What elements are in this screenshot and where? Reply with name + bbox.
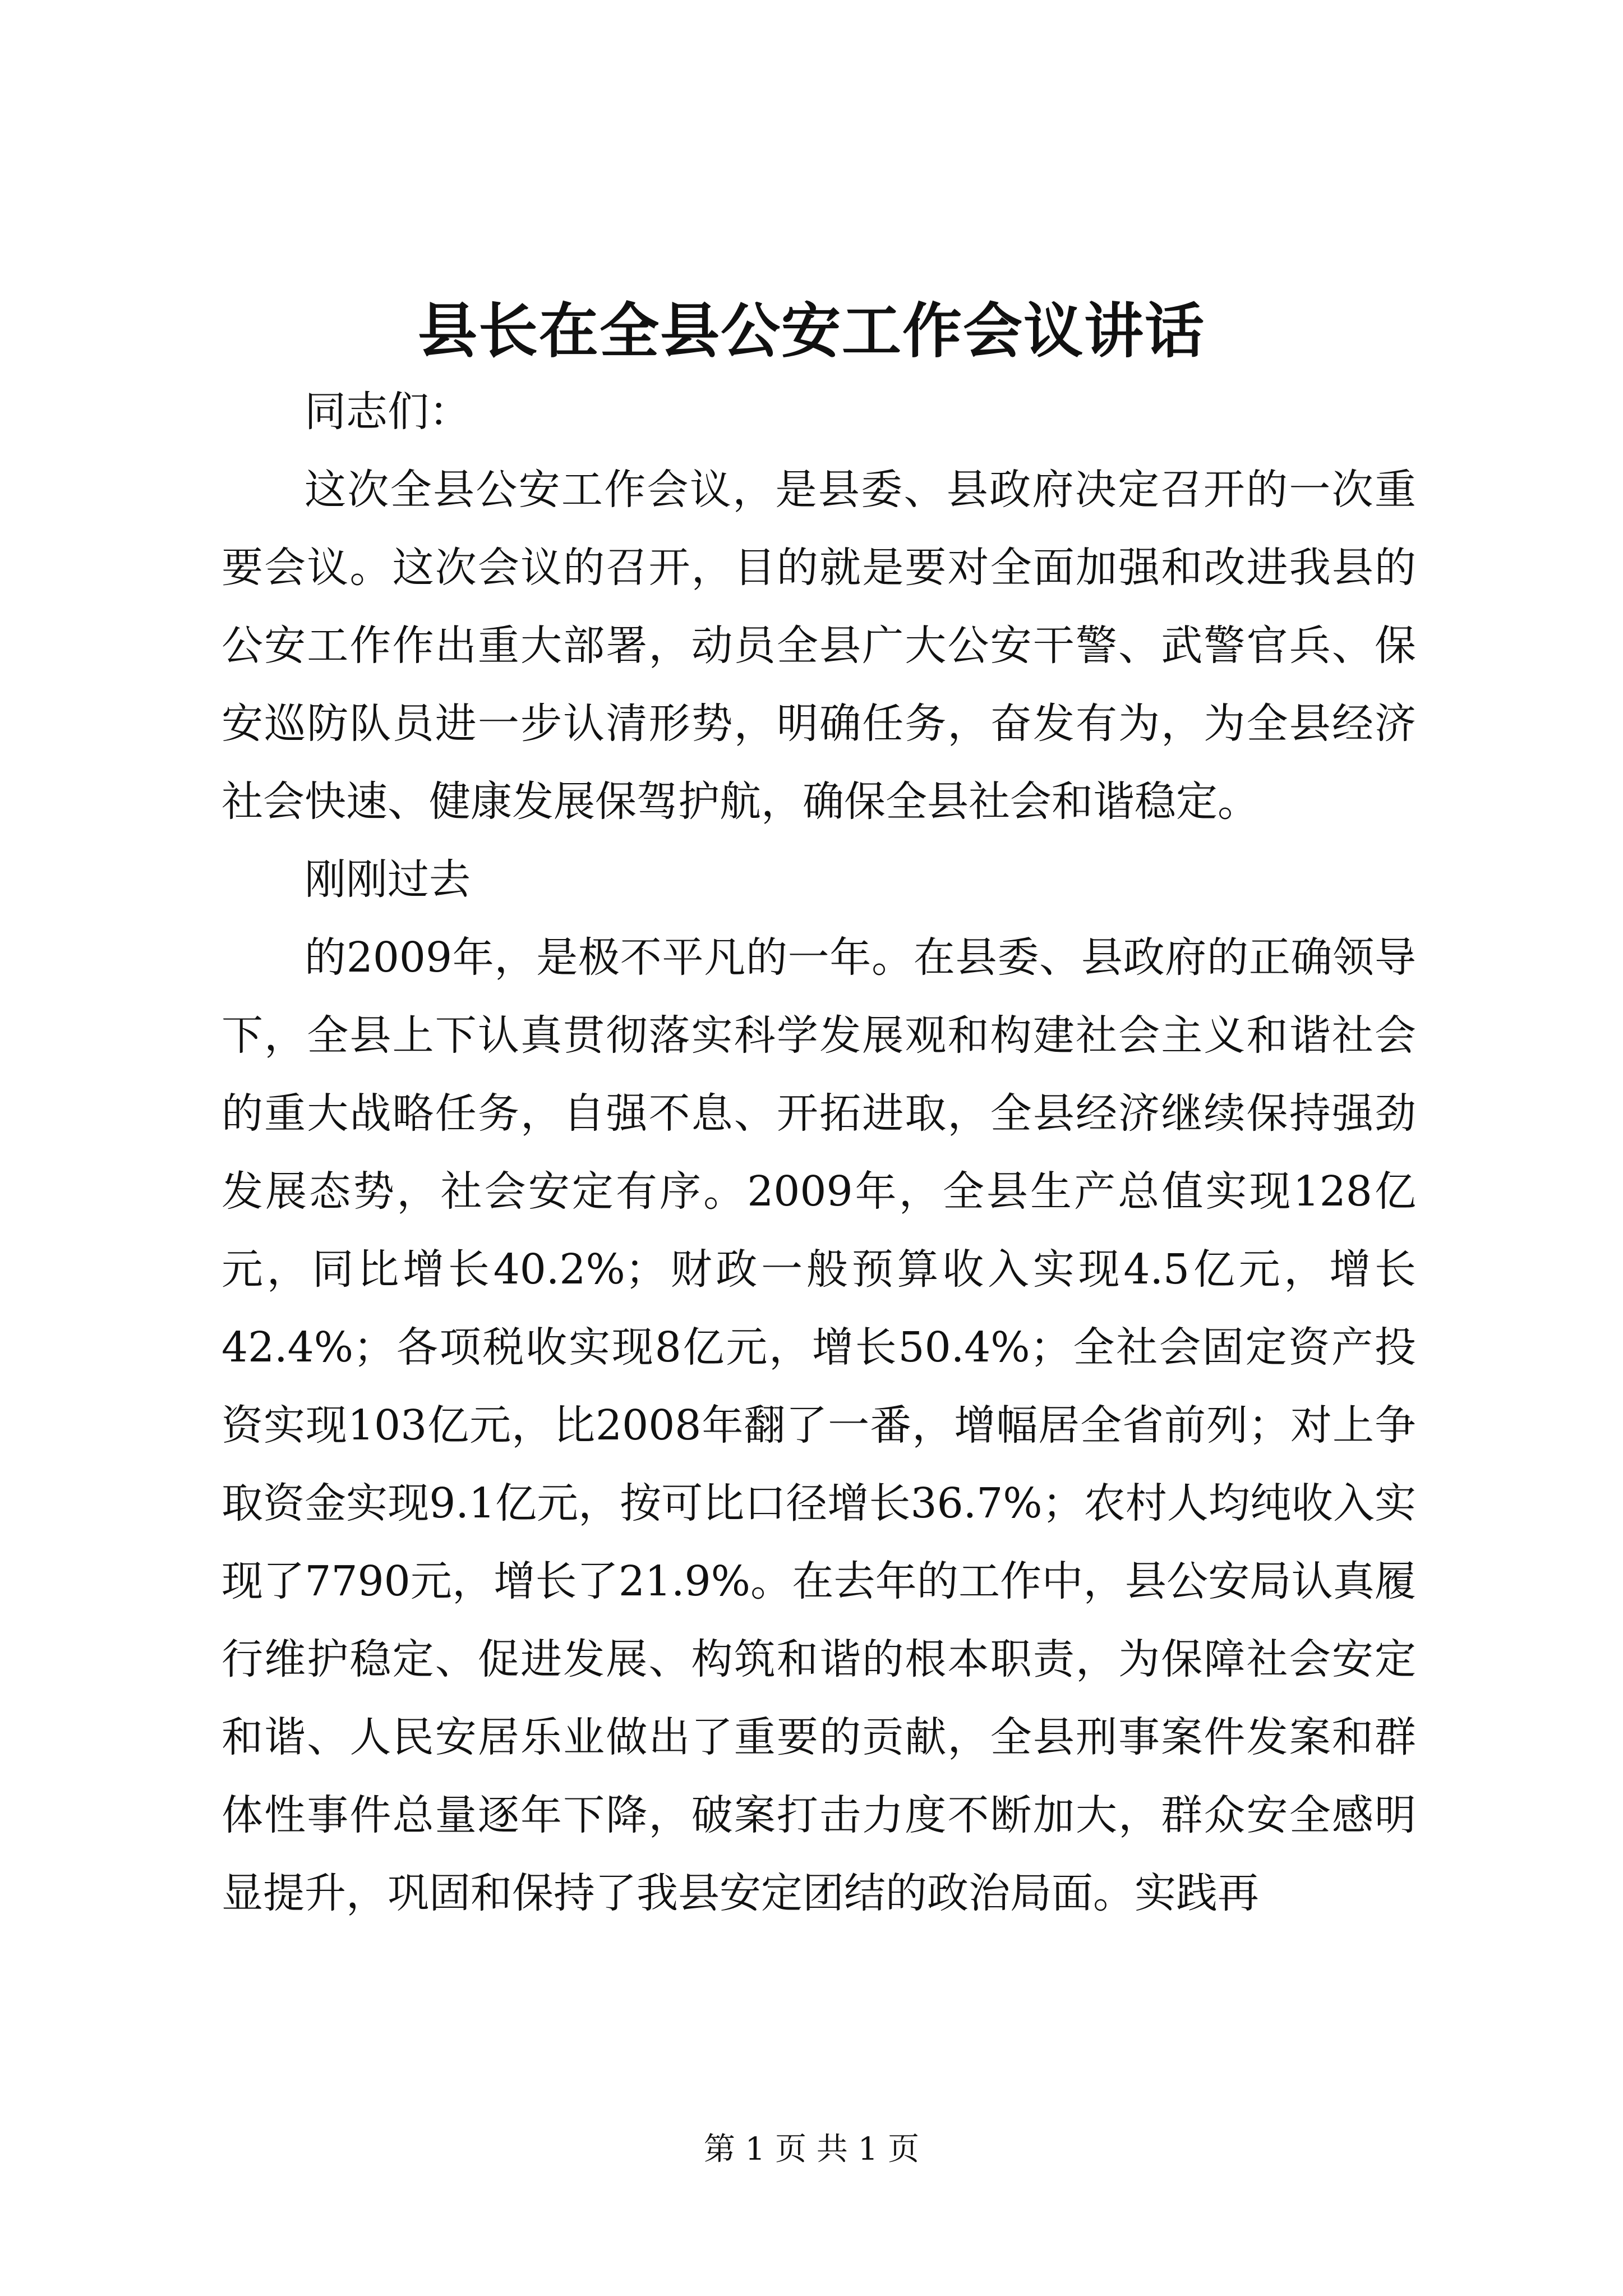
document-body (222, 373, 1416, 1932)
paragraph: 刚刚过去 (305, 855, 471, 904)
salutation: 同志们： (305, 388, 471, 436)
paragraph: 的2009年，是极不平凡的一年。在县委、县政府的正确领导下，全县上下认真贯彻落实科学发展观和构建社会主义和谐社会的重大战略任务，自强不息、开拓进取，全县经济继续保持强劲发展态势，社会安定有序。2009年，全县生产总值实现128亿元，同比增长40.2%；财政一般预算收入实现4.5亿元，增长42.4%；各项税收实现8亿元，增长50.4%；全社会固定资产投资实现103亿元，比2008年翻了一番，增幅居全省前列；对上争取资金实现9.1亿元，按可比口径增长36.7%；农村人均纯收入实现了7790元，增长了21.9%。在去年的工作中，县公安局认真履行维护稳定、促进发展、构筑和谐的根本职责，为保障社会安定和谐、人民安居乐业做出了重要的贡献，全县刑事案件发案和群体性事件总量逐年下降，破案打击力度不断加大，群众安全感明显提升，巩固和保持了我县安定团结的政治局面。实践再 (222, 933, 1416, 1917)
page-title: 县长在全县公安工作会议讲话 (418, 296, 1205, 366)
paragraph: 这次全县公安工作会议，是县委、县政府决定召开的一次重要会议。这次会议的召开，目的就是要对全面加强和改进我县的公安工作作出重大部署，动员全县广大公安干警、武警官兵、保安巡防队员进一步认清形势，明确任务，奋发有为，为全县经济社会快速、健康发展保驾护航，确保全县社会和谐稳定。 (222, 466, 1416, 826)
page-footer: 第 1 页 共 1 页 (703, 2131, 920, 2168)
